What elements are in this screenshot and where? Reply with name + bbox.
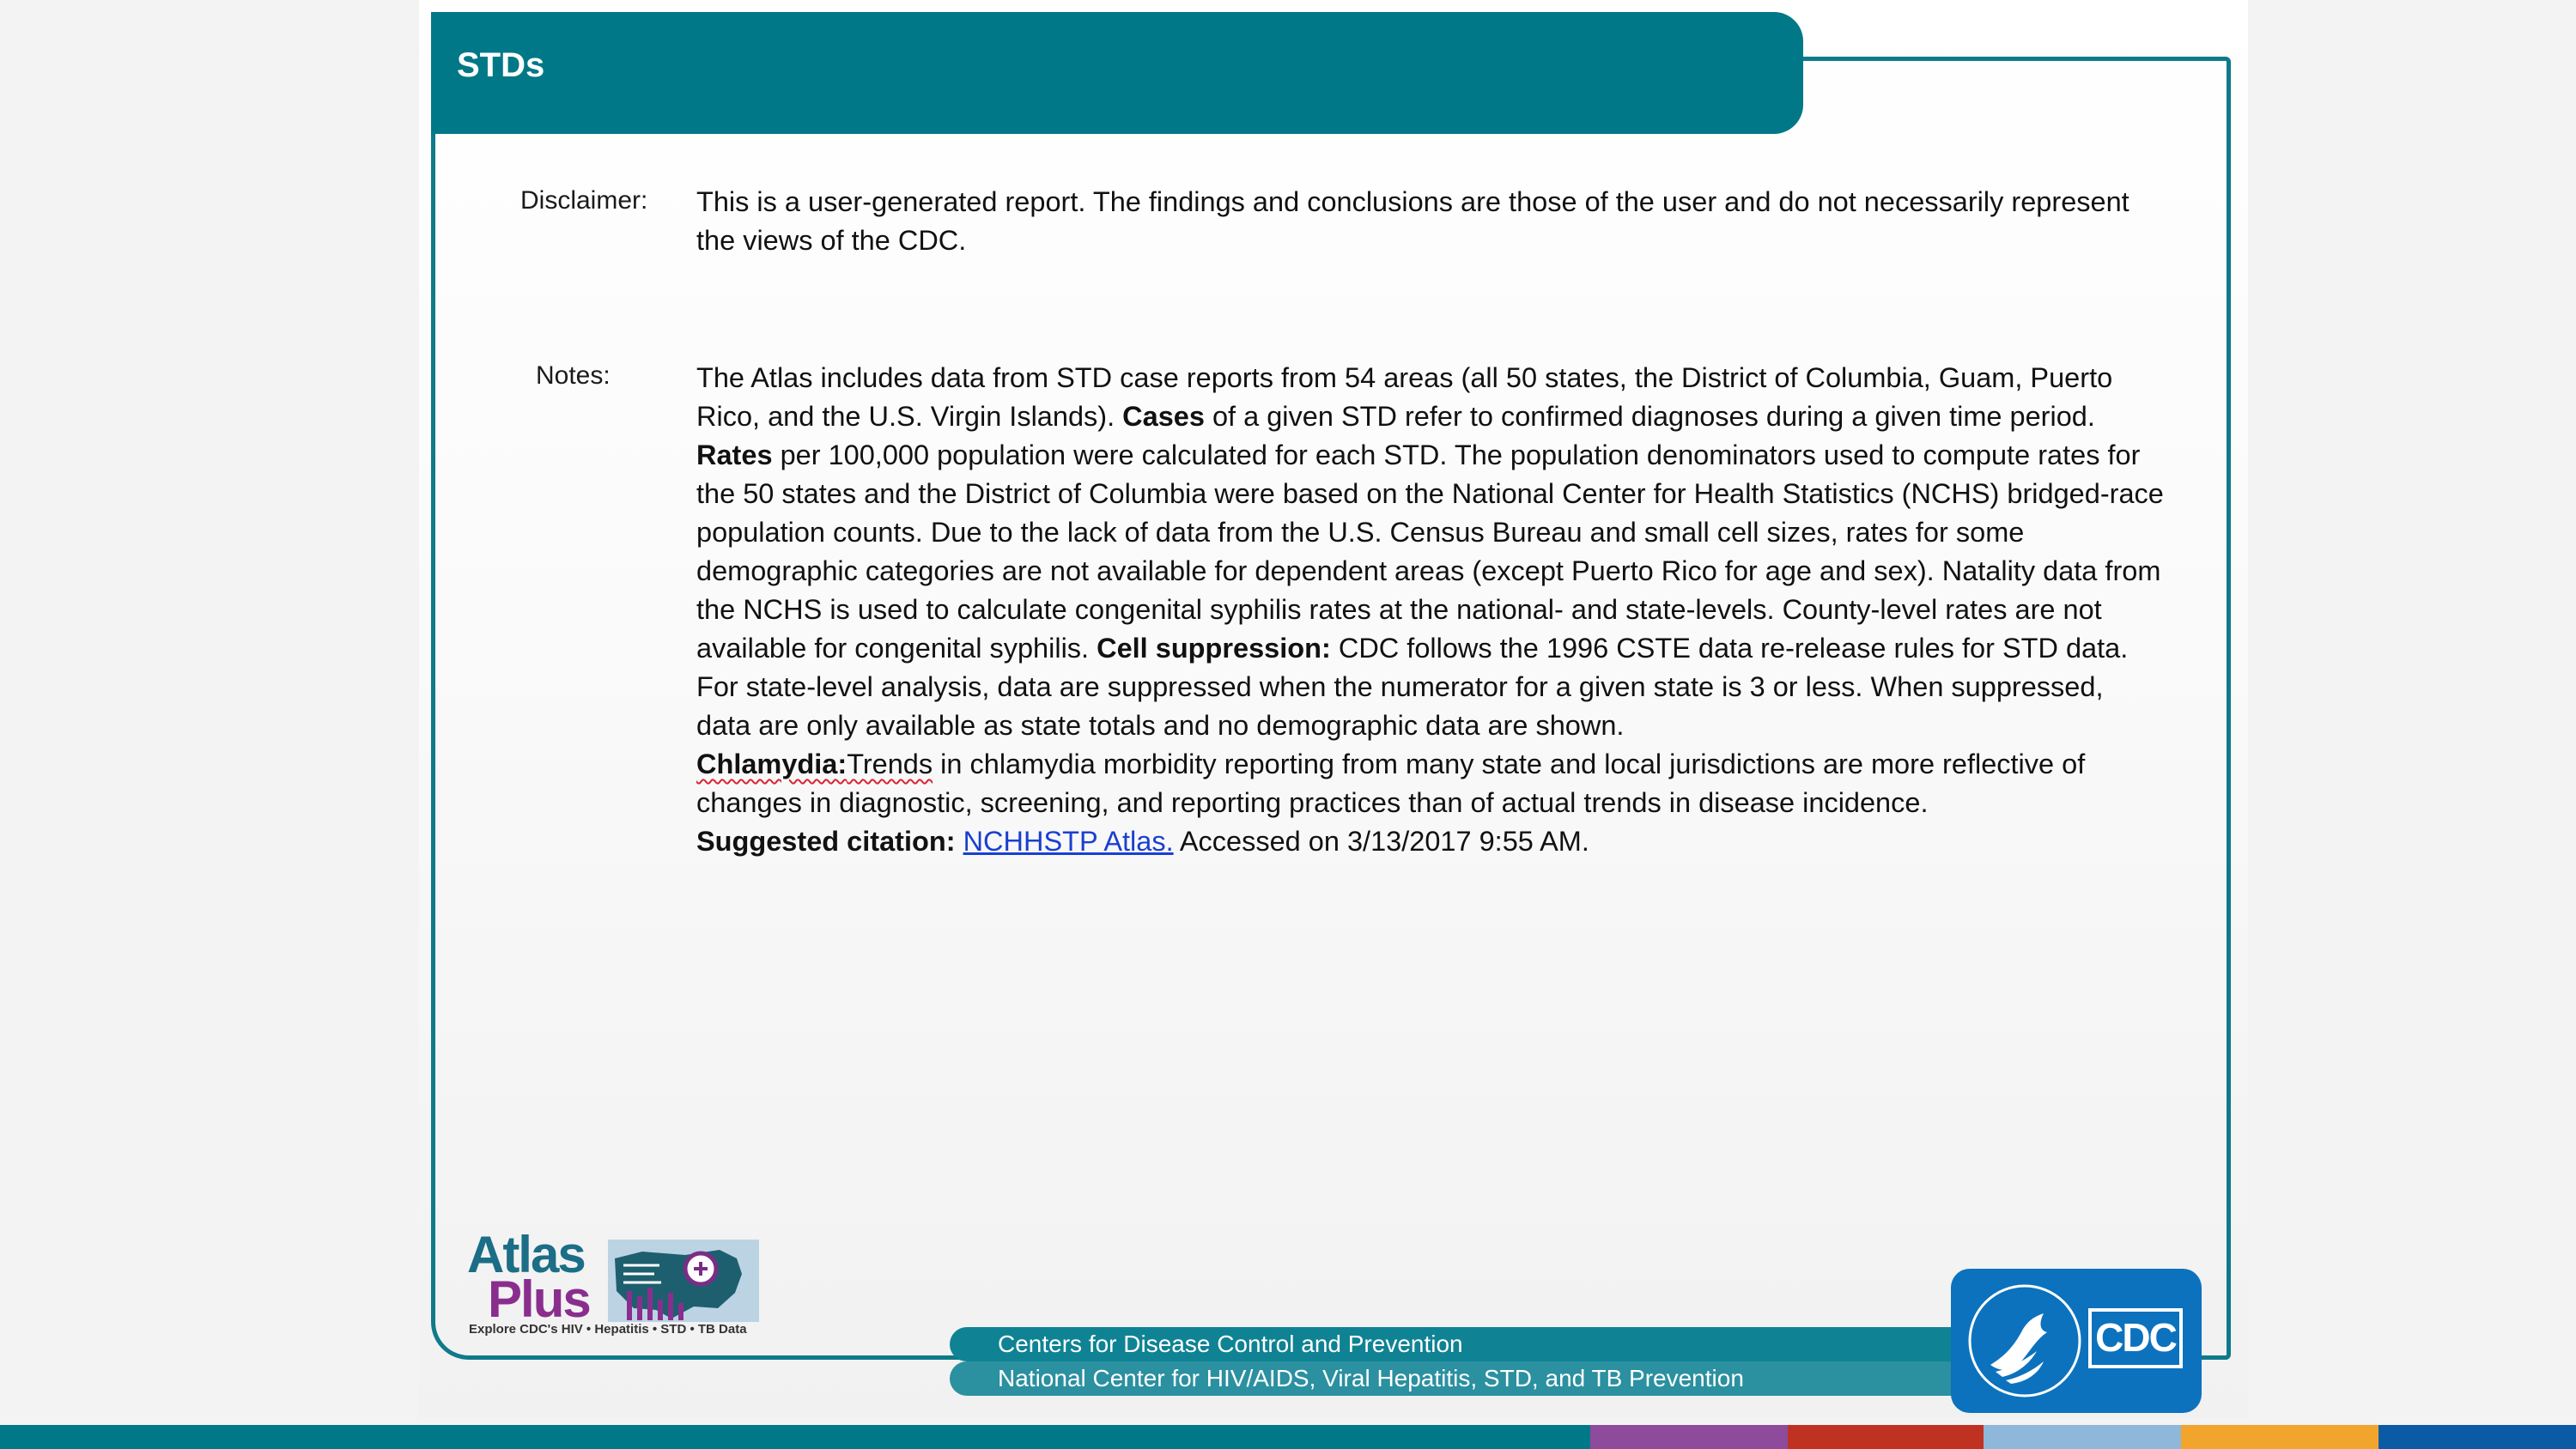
stripe-blue <box>2379 1425 2576 1449</box>
stripe-orange <box>2181 1425 2379 1449</box>
cases-text: of a given STD refer to confirmed diagnoses during a given time period. <box>1212 401 2095 432</box>
citation-link[interactable]: NCHHSTP Atlas. <box>963 826 1174 857</box>
disclaimer-label: Disclaimer: <box>520 186 648 215</box>
notes-text <box>696 359 2165 861</box>
footer-center-name: National Center for HIV/AIDS, Viral Hepatitis, STD, and TB Prevention <box>950 1361 1971 1396</box>
stripe-red <box>1788 1425 1984 1449</box>
cell-suppression-term: Cell suppression: <box>1097 633 1331 664</box>
logo-word-atlas: Atlas <box>467 1226 585 1283</box>
chlamydia-first-word: Trends <box>847 749 933 779</box>
citation-term: Suggested citation: <box>696 826 956 857</box>
cdc-logo <box>1951 1269 2202 1413</box>
notes-label: Notes: <box>536 361 611 390</box>
rates-text: per 100,000 population were calculated for each STD. The population denominators used to compute rates for the 50 states and the District of Columbia were based on the National Center for Health Statistics (NCHS) bridged-race population counts. Due to the lack of data from the U.S. Census Bureau and small cell sizes, rates for some demographic categories are not available for dependent areas (except Puerto Rico for age and sex). Natality data from the NCHS is used to calculate congenital syphilis rates at the national- and state-levels. County-level rates are not available for congenital syphilis. <box>696 440 2164 664</box>
cases-term: Cases <box>1122 401 1205 432</box>
stripe-teal <box>0 1425 1590 1449</box>
us-map-magnifier-icon <box>608 1240 759 1322</box>
chlamydia-term: Chlamydia: <box>696 749 848 779</box>
page-title: STDs <box>457 46 545 84</box>
stripe-purple <box>1590 1425 1788 1449</box>
disclaimer-text: This is a user-generated report. The findings and conclusions are those of the user and do not necessarily represent the views of the CDC. <box>696 186 2129 256</box>
hhs-eagle-seal-icon <box>1961 1279 2088 1403</box>
atlasplus-logo <box>467 1226 759 1341</box>
footer-cdc-name: Centers for Disease Control and Prevention <box>950 1327 1971 1361</box>
logo-word-plus: Plus <box>488 1270 590 1328</box>
bottom-color-stripe <box>0 1425 2576 1449</box>
notes-intro: The Atlas includes data from STD case reports from 54 areas (all 50 states, the District of Columbia, Guam, Puerto Rico, and the U.S. Virgin Islands). <box>696 362 2113 432</box>
rates-term: Rates <box>696 440 773 470</box>
citation-text: Accessed on 3/13/2017 9:55 AM. <box>1179 826 1589 857</box>
cell-suppression-text: CDC follows the 1996 CSTE data re-release rules for STD data. For state-level analysis, data are suppressed when the numerator for a given state is 3 or less. When suppressed, data are only available as state totals and no demographic data are shown. <box>696 633 2129 741</box>
header-bar <box>431 12 1803 134</box>
cdc-wordmark: CDC <box>2088 1308 2183 1368</box>
stripe-lightblue <box>1984 1425 2181 1449</box>
chlamydia-text: in chlamydia morbidity reporting from many state and local jurisdictions are more reflective of changes in diagnostic, screening, and reporting practices than of actual trends in disease incidence. <box>696 749 2086 818</box>
logo-tagline: Explore CDC's HIV • Hepatitis • STD • TB Data <box>469 1322 747 1337</box>
